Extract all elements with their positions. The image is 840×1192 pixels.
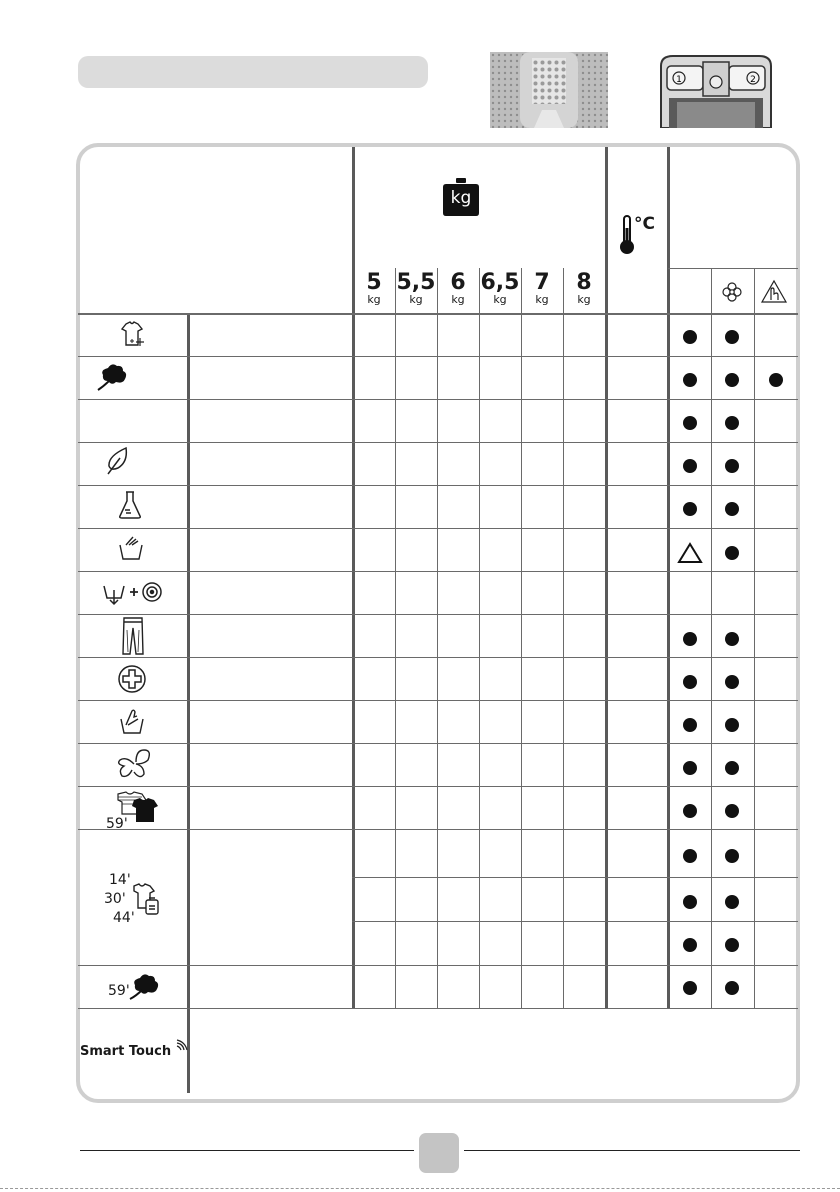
- option-dot: [683, 938, 697, 952]
- grid-hline: [78, 528, 798, 529]
- option-dot: [769, 373, 783, 387]
- grid-hline: [78, 313, 798, 315]
- option-dot: [725, 981, 739, 995]
- option-dot: [725, 761, 739, 775]
- option-dot: [683, 804, 697, 818]
- grid-hline: [78, 399, 798, 400]
- grid-hline: [78, 571, 798, 572]
- grid-hline: [352, 877, 798, 878]
- kg-option-6-5: 6,5 kg: [480, 270, 520, 306]
- wireless-icon: [175, 1037, 189, 1056]
- option-dot: [725, 373, 739, 387]
- weight-icon-label: kg: [450, 188, 472, 208]
- flask-icon: [118, 490, 142, 524]
- footer-rule-right: [464, 1150, 800, 1151]
- grid-hline: [78, 614, 798, 615]
- option-dot: [725, 330, 739, 344]
- page-cut-line: [0, 1188, 840, 1189]
- grid-hline: [668, 268, 798, 269]
- rapid-time-30: 30': [104, 891, 126, 907]
- grid-hline: [78, 657, 798, 658]
- shirt-sparkle-icon: [118, 320, 148, 354]
- grid-hline: [78, 743, 798, 744]
- option-dot: [683, 761, 697, 775]
- rapid-time-44: 44': [113, 910, 135, 926]
- option-dot: [683, 459, 697, 473]
- col-divider-kg-left: [352, 147, 355, 1009]
- grid-vline: [754, 268, 755, 1009]
- section-title-bar: [78, 56, 428, 88]
- flower-icon: [721, 281, 743, 307]
- hand-icon: [759, 278, 789, 310]
- leaf-icon: [106, 446, 130, 480]
- hygiene-cross-icon: [117, 664, 147, 698]
- option-dot: [725, 849, 739, 863]
- option-dot: [725, 804, 739, 818]
- cotton-time-label: 59': [108, 983, 130, 999]
- svg-text:1: 1: [676, 75, 682, 85]
- handwash-icon: [118, 705, 146, 739]
- dispenser-compartments-photo: [655, 52, 777, 128]
- grid-hline: [78, 965, 798, 966]
- option-dot: [683, 416, 697, 430]
- grid-vline: [563, 268, 564, 1009]
- grid-vline: [521, 268, 522, 1009]
- option-dot: [725, 938, 739, 952]
- grid-hline: [78, 1008, 798, 1009]
- grid-hline: [78, 442, 798, 443]
- option-dot: [683, 718, 697, 732]
- cotton-icon: [96, 362, 132, 396]
- grid-hline: [78, 829, 798, 830]
- rinse-icon: [117, 533, 145, 567]
- option-dot: [683, 849, 697, 863]
- col-divider-kg-right: [605, 147, 608, 1009]
- option-dot: [683, 675, 697, 689]
- option-dot: [725, 459, 739, 473]
- col-divider-icon: [187, 313, 190, 1093]
- jeans-icon: [121, 616, 145, 660]
- option-dot: [725, 718, 739, 732]
- footer-rule-left: [80, 1150, 414, 1151]
- svg-text:2: 2: [750, 75, 756, 85]
- col-divider-temp-right: [667, 147, 670, 1009]
- kg-option-5-5: 5,5 kg: [396, 270, 436, 306]
- option-dot: [725, 632, 739, 646]
- grid-hline: [78, 700, 798, 701]
- option-dot: [683, 373, 697, 387]
- kg-option-5: 5 kg: [366, 270, 382, 306]
- grid-vline: [711, 268, 712, 1009]
- rapid-time-14: 14': [109, 872, 131, 888]
- option-dot: [683, 330, 697, 344]
- grid-vline: [479, 268, 480, 1009]
- option-dot: [725, 895, 739, 909]
- grid-vline: [437, 268, 438, 1009]
- grid-hline: [78, 485, 798, 486]
- option-dot: [683, 981, 697, 995]
- grid-hline: [352, 921, 798, 922]
- smart-touch-label: Smart Touch: [80, 1044, 172, 1059]
- temperature-unit: °C: [634, 214, 655, 234]
- option-dot: [725, 546, 739, 560]
- kg-option-6: 6 kg: [450, 270, 466, 306]
- grid-hline: [78, 356, 798, 357]
- option-dot: [683, 632, 697, 646]
- cotton-59-icon: [128, 972, 162, 1004]
- option-dot: [683, 895, 697, 909]
- drain-spin-icon: [102, 578, 164, 612]
- option-dot: [725, 416, 739, 430]
- option-dot: [683, 502, 697, 516]
- page-number-tab: [419, 1133, 459, 1173]
- rapid-shirt-icon: [128, 880, 166, 920]
- option-dot: [725, 502, 739, 516]
- mix-time-label: 59': [106, 816, 128, 832]
- grid-hline: [78, 786, 798, 787]
- grid-vline: [395, 268, 396, 1009]
- option-dot: [725, 675, 739, 689]
- delicate-butterfly-icon: [114, 748, 154, 786]
- option-triangle: [677, 542, 703, 564]
- kg-option-8: 8 kg: [576, 270, 592, 306]
- detergent-drawer-photo: [490, 52, 608, 128]
- kg-option-7: 7 kg: [534, 270, 550, 306]
